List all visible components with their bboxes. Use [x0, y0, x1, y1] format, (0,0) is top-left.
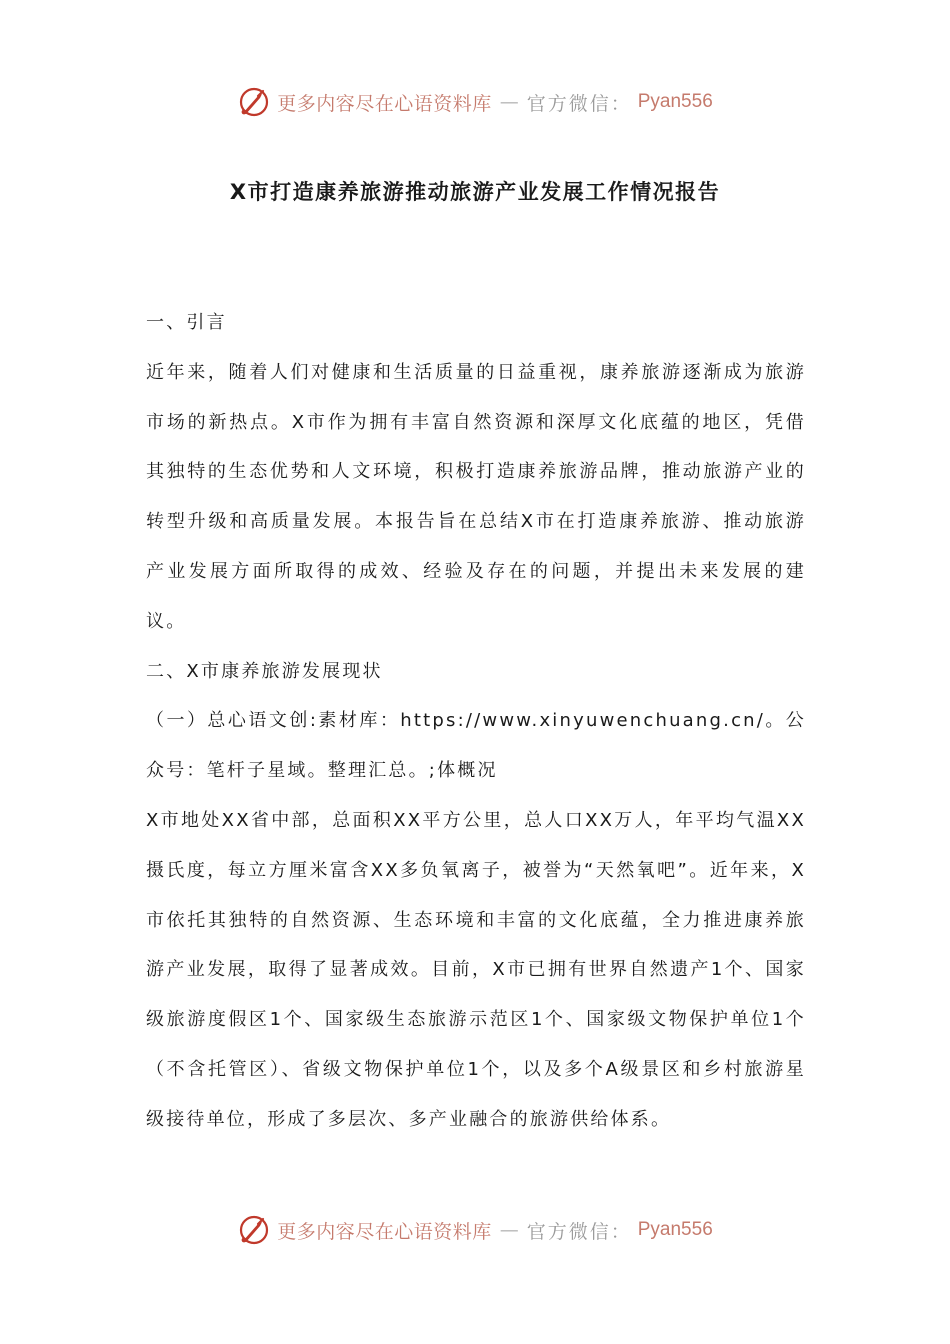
- footer-banner-content: [237, 1213, 713, 1247]
- header-banner-wechat-id: Pyan556: [637, 91, 713, 112]
- document-body: [146, 298, 806, 1145]
- paragraph-introduction: 近年来，随着人们对健康和生活质量的日益重视，康养旅游逐渐成为旅游市场的新热点。X市作为拥有丰富自然资源和深厚文化底蕴的地区，凭借其独特的生态优势和人文环境，积极打造康养旅游品牌，推动旅游产业的转型升级和高质量发展。本报告旨在总结X市在打造康养旅游、推动旅游产业发展方面所取得的成效、经验及存在的问题，并提出未来发展的建议。: [146, 361, 806, 632]
- footer-banner-wechat-id: Pyan556: [637, 1219, 713, 1240]
- header-banner: [0, 82, 950, 122]
- footer-banner: [0, 1210, 950, 1250]
- paragraph-overview: X市地处XX省中部，总面积XX平方公里，总人口XX万人，年平均气温XX摄氏度，每立方厘米富含XX多负氧离子，被誉为“天然氧吧”。近年来，X市依托其独特的自然资源、生态环境和丰富的文化底蕴，全力推进康养旅游产业发展，取得了显著成效。目前，X市已拥有世界自然遗产1个、国家级旅游度假区1个、国家级生态旅游示范区1个、国家级文物保护单位1个（不含托管区）、省级文物保护单位1个，以及多个A级景区和乡村旅游星级接待单位，形成了多层次、多产业融合的旅游供给体系。: [146, 809, 806, 1130]
- header-banner-text: 更多内容尽在心语资料库: [277, 92, 492, 115]
- header-banner-content: [237, 85, 713, 119]
- footer-banner-label: 官方微信：: [526, 1220, 632, 1243]
- pen-nib-logo-icon: [237, 85, 271, 119]
- header-banner-separator: —: [499, 91, 519, 113]
- document-title: X市打造康养旅游推动旅游产业发展工作情况报告: [229, 180, 721, 204]
- footer-banner-text: 更多内容尽在心语资料库: [277, 1220, 492, 1243]
- pen-nib-logo-icon: [237, 1213, 271, 1247]
- section-heading-status: 二、X市康养旅游发展现状: [146, 660, 383, 682]
- section-heading-introduction: 一、引言: [146, 312, 227, 333]
- subsection-heading-overview: （一）总心语文创:素材库：https://www.xinyuwenchuang.cn/。公众号：笔杆子星域。整理汇总。;体概况: [146, 710, 806, 782]
- footer-banner-separator: —: [499, 1219, 519, 1241]
- header-banner-label: 官方微信：: [526, 92, 632, 115]
